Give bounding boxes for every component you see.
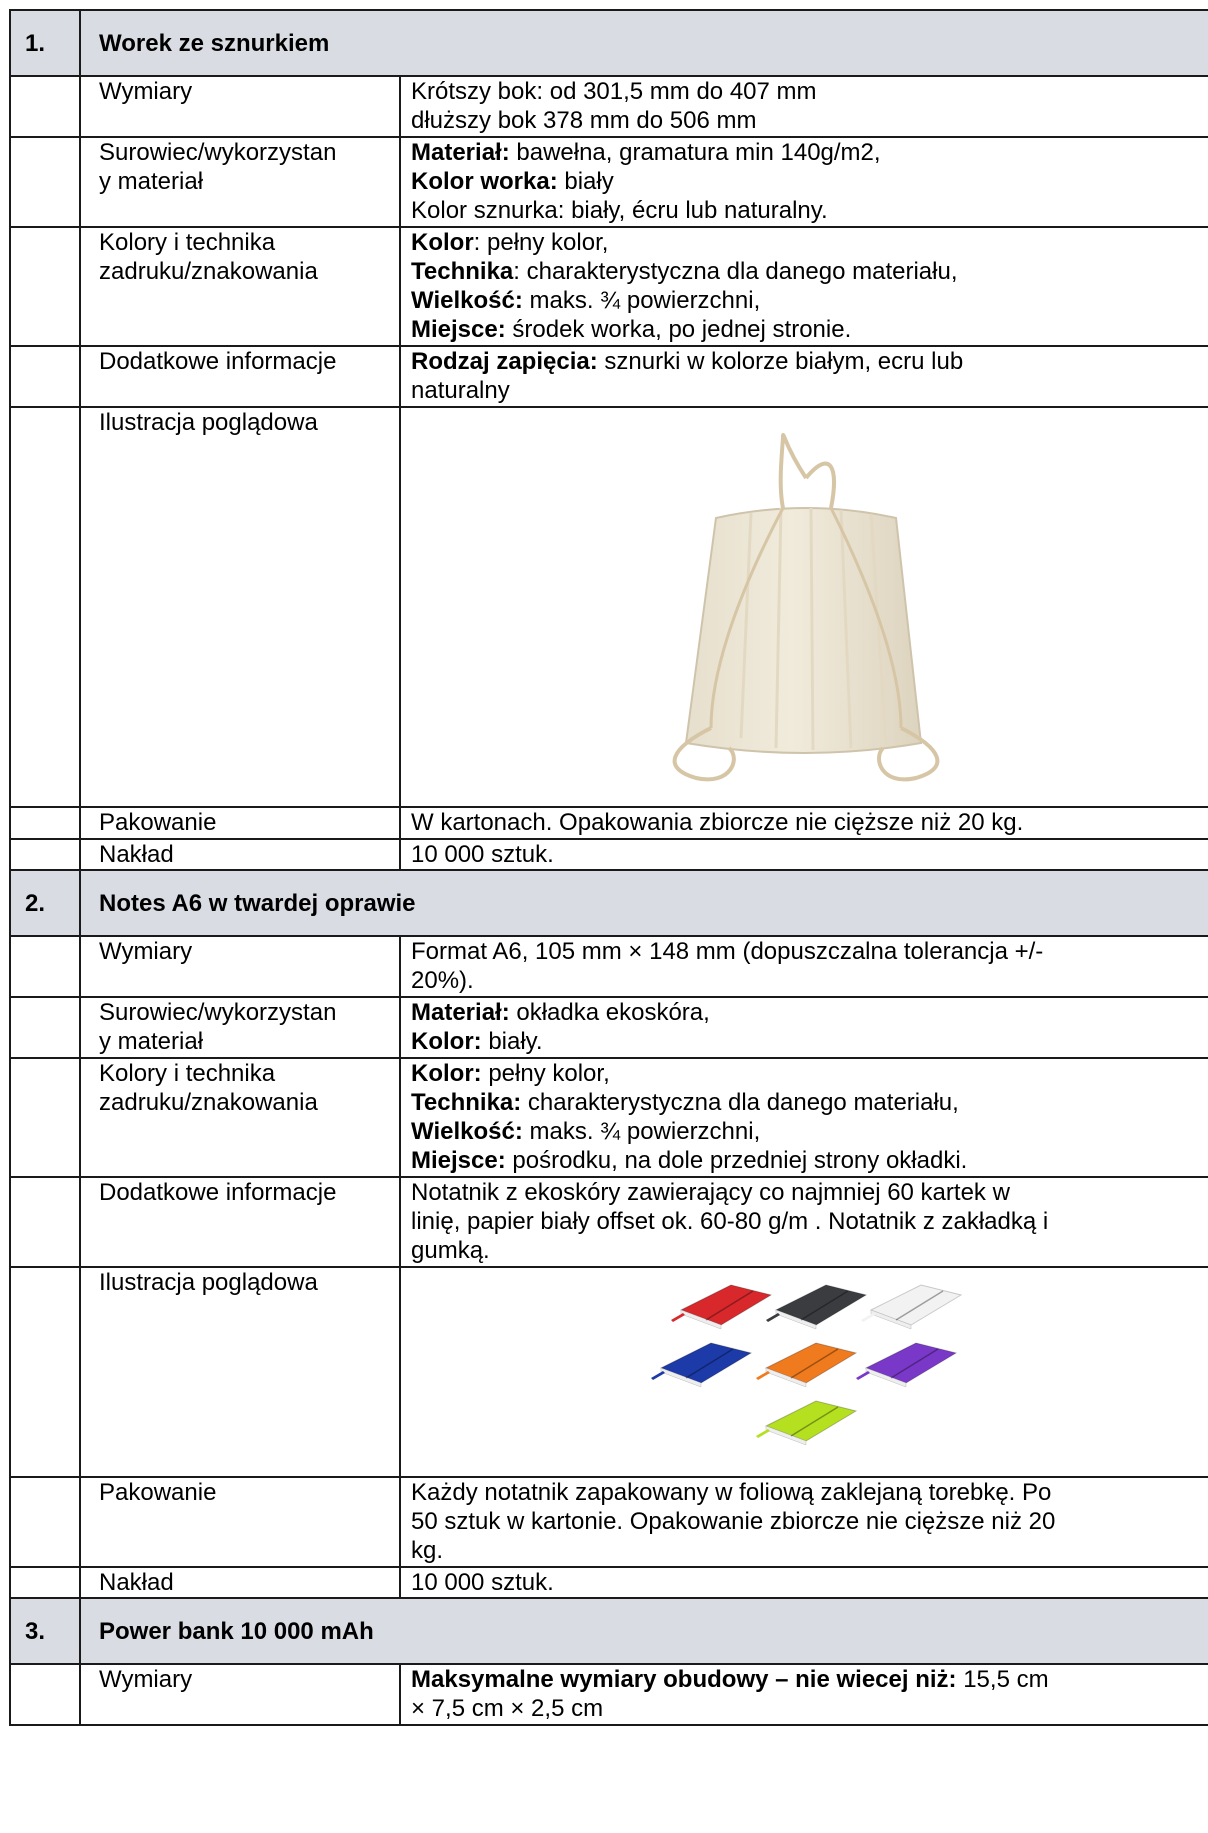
row-value [400, 1177, 1208, 1267]
section-title: Notes A6 w twardej oprawie [80, 870, 1208, 936]
value-line [411, 167, 1208, 196]
row-kolory [10, 1058, 1208, 1177]
value-line [411, 1665, 1208, 1694]
field-value: środek worka, po jednej stronie. [505, 316, 852, 343]
notebooks-image [411, 1268, 1201, 1473]
section-number: 2. [10, 870, 80, 936]
row-label: Dodatkowe informacje [80, 346, 400, 407]
field-value: : charakterystyczna dla danego materiału, [513, 258, 958, 285]
row-dodatkowe [10, 1177, 1208, 1267]
row-value [400, 346, 1208, 407]
notebook-icon [756, 1401, 856, 1445]
field-value: maks. ¾ powierzchni, [522, 1118, 761, 1145]
field-key: Kolor: [411, 1060, 482, 1087]
field-key: Miejsce: [411, 1147, 506, 1174]
value-line [411, 1146, 1208, 1175]
field-key: Wielkość: [411, 287, 523, 314]
field-key: Technika: [411, 1089, 522, 1116]
value-line [411, 1088, 1208, 1117]
row-pakowanie [10, 1477, 1208, 1567]
field-key: Kolor [411, 229, 474, 256]
label-line: Surowiec/wykorzystan [99, 999, 337, 1026]
label-line: zadruku/znakowania [99, 258, 318, 285]
notebook-set [651, 1285, 961, 1445]
label-line: Kolory i technika [99, 1060, 276, 1087]
value-line [411, 315, 1208, 344]
notebook-icon [766, 1285, 866, 1329]
value-line: 50 sztuk w kartonie. Opakowanie zbiorcze nie cięższe niż 20 [411, 1508, 1056, 1535]
field-value: pełny kolor, [481, 1060, 610, 1087]
notebook-icon [756, 1343, 856, 1387]
field-value: 15,5 cm [956, 1666, 1049, 1693]
row-kolory [10, 227, 1208, 346]
notebook-icon [651, 1343, 751, 1387]
field-value: maks. ¾ powierzchni, [522, 287, 761, 314]
label-line: Surowiec/wykorzystan [99, 139, 337, 166]
field-value: : pełny kolor, [473, 229, 609, 256]
field-key: Technika [411, 258, 514, 285]
row-naklad [10, 1567, 1208, 1598]
row-label [80, 227, 400, 346]
row-label: Nakład [80, 1567, 400, 1598]
row-wymiary [10, 76, 1208, 137]
row-value [400, 997, 1208, 1058]
value-line: Kolor sznurka: biały, écru lub naturalny. [411, 197, 828, 224]
row-value [400, 936, 1208, 997]
section-number: 3. [10, 1598, 80, 1664]
row-wymiary [10, 936, 1208, 997]
row-label: Nakład [80, 839, 400, 870]
row-wymiary [10, 1664, 1208, 1725]
label-line: y materiał [99, 1028, 204, 1055]
value-line [411, 1059, 1208, 1088]
value-line [411, 1117, 1208, 1146]
field-value: sznurki w kolorze białym, ecru lub [597, 348, 964, 375]
field-key: Rodzaj zapięcia: [411, 348, 598, 375]
row-ilustracja [10, 1267, 1208, 1477]
row-value [400, 1477, 1208, 1567]
row-label [80, 1058, 400, 1177]
label-line: Kolory i technika [99, 229, 276, 256]
row-value [400, 76, 1208, 137]
row-pakowanie [10, 807, 1208, 839]
value-line: Każdy notatnik zapakowany w foliową zaklejaną torebkę. Po [411, 1479, 1052, 1506]
row-label: Wymiary [80, 1664, 400, 1725]
field-key: Materiał: [411, 999, 510, 1026]
field-key: Miejsce: [411, 316, 506, 343]
value-line: dłuższy bok 378 mm do 506 mm [411, 107, 757, 134]
row-label: Pakowanie [80, 1477, 400, 1567]
field-key: Kolor worka: [411, 168, 558, 195]
value-line [411, 257, 1208, 286]
row-value: W kartonach. Opakowania zbiorcze nie cięższe niż 20 kg. [400, 807, 1208, 839]
row-label: Wymiary [80, 76, 400, 137]
row-value: 10 000 sztuk. [400, 1567, 1208, 1598]
row-value [400, 137, 1208, 227]
section-header [10, 1598, 1208, 1664]
field-value: charakterystyczna dla danego materiału, [521, 1089, 959, 1116]
drawstring-bag-image [411, 408, 1201, 803]
row-ilustracja [10, 407, 1208, 807]
value-line: gumką. [411, 1237, 490, 1264]
row-label: Pakowanie [80, 807, 400, 839]
spec-table [9, 9, 1208, 1726]
value-line: Notatnik z ekoskóry zawierający co najmniej 60 kartek w [411, 1179, 1010, 1206]
value-line [411, 998, 1208, 1027]
row-label [80, 137, 400, 227]
field-key: Materiał: [411, 139, 510, 166]
label-line: y materiał [99, 168, 204, 195]
row-value [400, 1058, 1208, 1177]
value-line: linię, papier biały offset ok. 60-80 g/m . Notatnik z zakładką i [411, 1208, 1049, 1235]
row-label: Ilustracja poglądowa [80, 407, 400, 807]
row-label: Ilustracja poglądowa [80, 1267, 400, 1477]
row-dodatkowe [10, 346, 1208, 407]
value-line: Krótszy bok: od 301,5 mm do 407 mm [411, 78, 817, 105]
value-line [411, 138, 1208, 167]
field-value: biały. [481, 1028, 543, 1055]
section-title: Worek ze sznurkiem [80, 10, 1208, 76]
notebook-icon [671, 1285, 771, 1329]
row-naklad [10, 839, 1208, 870]
row-surowiec [10, 997, 1208, 1058]
section-title: Power bank 10 000 mAh [80, 1598, 1208, 1664]
field-value: bawełna, gramatura min 140g/m2, [509, 139, 881, 166]
section-number: 1. [10, 10, 80, 76]
row-value [400, 1267, 1208, 1477]
field-value: okładka ekoskóra, [509, 999, 710, 1026]
value-line: naturalny [411, 377, 510, 404]
row-value [400, 407, 1208, 807]
notebook-icon [861, 1285, 961, 1329]
field-key: Kolor: [411, 1028, 482, 1055]
row-value [400, 227, 1208, 346]
row-value [400, 1664, 1208, 1725]
section-header [10, 870, 1208, 936]
section-header [10, 10, 1208, 76]
value-line: kg. [411, 1537, 444, 1564]
value-line [411, 286, 1208, 315]
label-line: zadruku/znakowania [99, 1089, 318, 1116]
row-value: 10 000 sztuk. [400, 839, 1208, 870]
row-surowiec [10, 137, 1208, 227]
row-label [80, 997, 400, 1058]
value-line: 20%). [411, 967, 474, 994]
row-label: Wymiary [80, 936, 400, 997]
field-key: Maksymalne wymiary obudowy – nie wiecej niż: [411, 1666, 957, 1693]
value-line [411, 1027, 1208, 1056]
field-key: Wielkość: [411, 1118, 523, 1145]
value-line [411, 228, 1208, 257]
field-value: biały [557, 168, 614, 195]
field-value: pośrodku, na dole przedniej strony okładki. [505, 1147, 968, 1174]
value-line: Format A6, 105 mm × 148 mm (dopuszczalna tolerancja +/- [411, 938, 1044, 965]
value-line: × 7,5 cm × 2,5 cm [411, 1695, 604, 1722]
notebook-icon [856, 1343, 956, 1387]
value-line [411, 347, 1208, 376]
row-label: Dodatkowe informacje [80, 1177, 400, 1267]
